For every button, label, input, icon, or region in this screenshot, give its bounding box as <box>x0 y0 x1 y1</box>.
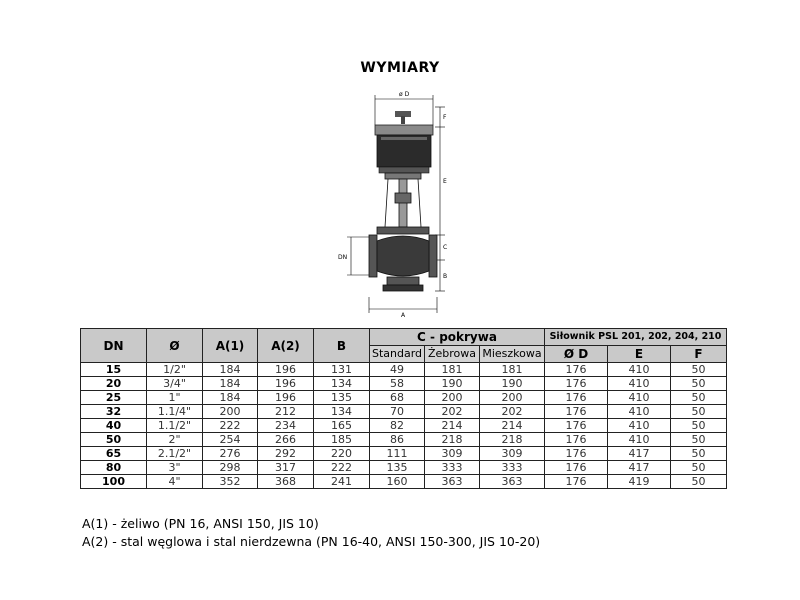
header-a1: A(1) <box>203 329 258 363</box>
table-row <box>81 475 727 489</box>
table-cell: 1.1/2" <box>147 419 203 433</box>
table-cell: 1.1/4" <box>147 405 203 419</box>
table-cell: 131 <box>314 363 370 377</box>
table-cell: 410 <box>608 405 671 419</box>
table-cell: 176 <box>545 433 608 447</box>
table-cell: 202 <box>425 405 480 419</box>
table-cell: 352 <box>203 475 258 489</box>
material-notes <box>82 515 540 551</box>
table-cell: 266 <box>258 433 314 447</box>
table-cell: 181 <box>480 363 545 377</box>
table-cell: 410 <box>608 391 671 405</box>
table-cell: 3/4" <box>147 377 203 391</box>
table-cell: 58 <box>370 377 425 391</box>
table-cell: 190 <box>480 377 545 391</box>
table-cell: 410 <box>608 433 671 447</box>
label-f: F <box>443 114 447 121</box>
table-cell: 200 <box>480 391 545 405</box>
table-cell: 190 <box>425 377 480 391</box>
table-row <box>81 433 727 447</box>
table-cell: 214 <box>480 419 545 433</box>
cell-dn: 15 <box>81 363 147 377</box>
table-cell: 234 <box>258 419 314 433</box>
cell-dn: 32 <box>81 405 147 419</box>
table-cell: 176 <box>545 377 608 391</box>
cell-dn: 65 <box>81 447 147 461</box>
table-cell: 3" <box>147 461 203 475</box>
table-cell: 220 <box>314 447 370 461</box>
valve-drawing <box>325 85 460 325</box>
header-c-standard: Standard <box>370 346 425 363</box>
table-cell: 410 <box>608 419 671 433</box>
valve-body <box>369 227 437 291</box>
table-cell: 218 <box>425 433 480 447</box>
table-cell: 184 <box>203 377 258 391</box>
header-b: B <box>314 329 370 363</box>
table-cell: 317 <box>258 461 314 475</box>
table-cell: 176 <box>545 363 608 377</box>
header-c-group: C - pokrywa <box>370 329 545 346</box>
table-cell: 2.1/2" <box>147 447 203 461</box>
table-cell: 417 <box>608 461 671 475</box>
cell-dn: 25 <box>81 391 147 405</box>
table-cell: 2" <box>147 433 203 447</box>
label-c: C <box>443 244 448 251</box>
table-cell: 50 <box>671 377 727 391</box>
table-cell: 218 <box>480 433 545 447</box>
table-cell: 165 <box>314 419 370 433</box>
table-cell: 184 <box>203 391 258 405</box>
table-cell: 49 <box>370 363 425 377</box>
table-cell: 309 <box>480 447 545 461</box>
table-row <box>81 405 727 419</box>
table-cell: 181 <box>425 363 480 377</box>
table-cell: 363 <box>480 475 545 489</box>
table-cell: 222 <box>314 461 370 475</box>
table-cell: 82 <box>370 419 425 433</box>
header-c-mieszkowa: Mieszkowa <box>480 346 545 363</box>
table-cell: 200 <box>203 405 258 419</box>
label-e: E <box>443 178 447 185</box>
table-cell: 292 <box>258 447 314 461</box>
table-cell: 50 <box>671 419 727 433</box>
table-cell: 363 <box>425 475 480 489</box>
table-cell: 135 <box>370 461 425 475</box>
table-cell: 134 <box>314 377 370 391</box>
table-cell: 333 <box>480 461 545 475</box>
table-cell: 160 <box>370 475 425 489</box>
table-cell: 241 <box>314 475 370 489</box>
table-cell: 254 <box>203 433 258 447</box>
table-cell: 135 <box>314 391 370 405</box>
cell-dn: 100 <box>81 475 147 489</box>
table-cell: 176 <box>545 391 608 405</box>
table-cell: 68 <box>370 391 425 405</box>
table-cell: 111 <box>370 447 425 461</box>
table-cell: 333 <box>425 461 480 475</box>
header-c-zebrowa: Żebrowa <box>425 346 480 363</box>
table-cell: 176 <box>545 447 608 461</box>
header-actuator-group: Siłownik PSL 201, 202, 204, 210 <box>545 329 727 346</box>
table-cell: 86 <box>370 433 425 447</box>
table-cell: 176 <box>545 405 608 419</box>
table-row <box>81 377 727 391</box>
table-cell: 202 <box>480 405 545 419</box>
table-cell: 176 <box>545 419 608 433</box>
table-cell: 410 <box>608 377 671 391</box>
header-dn: DN <box>81 329 147 363</box>
table-cell: 50 <box>671 391 727 405</box>
table-cell: 417 <box>608 447 671 461</box>
table-cell: 309 <box>425 447 480 461</box>
cell-dn: 40 <box>81 419 147 433</box>
table-cell: 50 <box>671 461 727 475</box>
table-row <box>81 461 727 475</box>
table-cell: 298 <box>203 461 258 475</box>
table-cell: 196 <box>258 363 314 377</box>
cell-dn: 20 <box>81 377 147 391</box>
table-row <box>81 419 727 433</box>
table-cell: 222 <box>203 419 258 433</box>
table-cell: 50 <box>671 447 727 461</box>
table-cell: 200 <box>425 391 480 405</box>
table-cell: 4" <box>147 475 203 489</box>
table-cell: 185 <box>314 433 370 447</box>
table-row <box>81 391 727 405</box>
header-act-f: F <box>671 346 727 363</box>
note-a2: A(2) - stal węglowa i stal nierdzewna (PN 16-40, ANSI 150-300, JIS 10-20) <box>82 534 541 549</box>
table-cell: 50 <box>671 475 727 489</box>
table-cell: 419 <box>608 475 671 489</box>
table-cell: 50 <box>671 405 727 419</box>
table-cell: 368 <box>258 475 314 489</box>
table-cell: 50 <box>671 433 727 447</box>
table-cell: 176 <box>545 475 608 489</box>
table-row <box>81 447 727 461</box>
note-a1: A(1) - żeliwo (PN 16, ANSI 150, JIS 10) <box>82 516 319 531</box>
header-act-e: E <box>608 346 671 363</box>
label-a: A <box>401 312 406 319</box>
table-cell: 276 <box>203 447 258 461</box>
table-cell: 134 <box>314 405 370 419</box>
table-cell: 176 <box>545 461 608 475</box>
actuator-body <box>375 111 433 173</box>
table-cell: 214 <box>425 419 480 433</box>
table-cell: 70 <box>370 405 425 419</box>
page-title: WYMIARY <box>360 60 440 76</box>
cell-dn: 50 <box>81 433 147 447</box>
label-dn: DN <box>338 254 348 261</box>
label-b: B <box>443 273 448 280</box>
table-cell: 212 <box>258 405 314 419</box>
table-cell: 410 <box>608 363 671 377</box>
table-cell: 1/2" <box>147 363 203 377</box>
header-diameter: Ø <box>147 329 203 363</box>
header-act-d: Ø D <box>545 346 608 363</box>
table-cell: 196 <box>258 391 314 405</box>
table-cell: 50 <box>671 363 727 377</box>
label-d: ø D <box>399 91 410 98</box>
table-cell: 196 <box>258 377 314 391</box>
table-cell: 1" <box>147 391 203 405</box>
cell-dn: 80 <box>81 461 147 475</box>
table-cell: 184 <box>203 363 258 377</box>
header-a2: A(2) <box>258 329 314 363</box>
valve-yoke <box>385 173 421 227</box>
table-row <box>81 363 727 377</box>
dimensions-table <box>80 328 727 489</box>
